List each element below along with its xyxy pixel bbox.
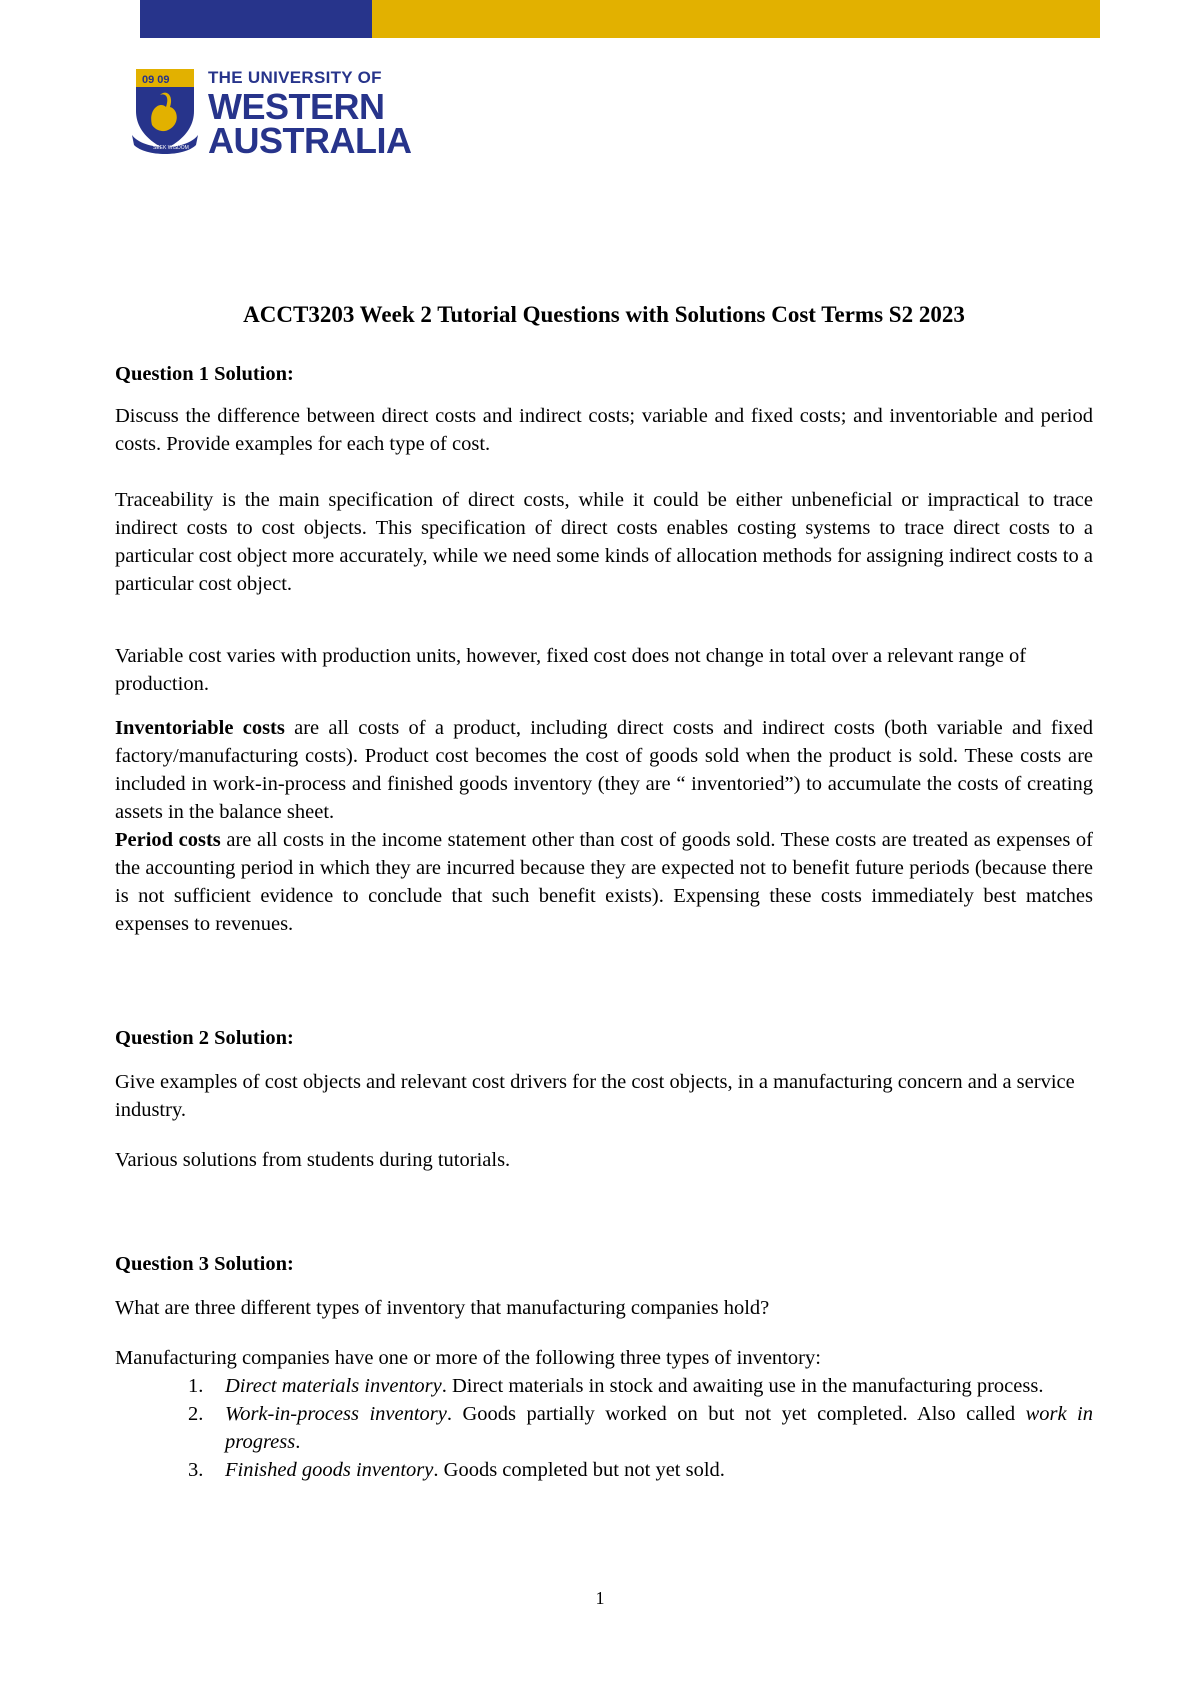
q2-answer: Various solutions from students during tutorials. [115,1149,511,1171]
svg-text:09 09: 09 09 [142,74,170,86]
q1-question: Discuss the difference between direct costs and indirect costs; variable and fixed costs; and inventoriable and period costs. Provide examples for each type of cost. [115,405,1093,455]
q1-heading: Question 1 Solution: [115,363,294,385]
list-item: 3. Finished goods inventory. Goods completed but not yet sold. [188,1459,725,1481]
logo-line-1: THE UNIVERSITY OF [208,68,382,87]
q2-question: Give examples of cost objects and relevant cost drivers for the cost objects, in a manufacturing concern and a service industry. [115,1071,1075,1121]
document-body [115,300,1093,1484]
q1-inventoriable [115,714,1093,826]
inventory-type-list [115,1372,1093,1484]
q1-traceability: Traceability is the main specification of direct costs, while it could be either unbeneficial or impractical to trace indirect costs to cost objects. This specification of direct costs enables costing systems to trace direct costs to a particular cost object more accurately, while we need some kinds of allocation methods for assigning indirect costs to a particular cost object. [115,489,1093,595]
university-logo [130,65,412,161]
university-crest-icon [130,65,200,157]
svg-text:SEEK WISDOM: SEEK WISDOM [153,145,189,151]
header-band-blue [140,0,372,38]
list-item: 2. Work-in-process inventory. Goods partially worked on but not yet completed. Also called work in progress. [188,1403,1093,1453]
logo-line-3: AUSTRALIA [208,120,412,161]
document-title: ACCT3203 Week 2 Tutorial Questions with Solutions Cost Terms S2 2023 [243,302,965,327]
q3-intro: Manufacturing companies have one or more of the following three types of inventory: [115,1347,821,1369]
logo-line-2: WESTERN [208,86,385,127]
q3-heading: Question 3 Solution: [115,1253,294,1275]
header-band-gold [372,0,1100,38]
period-term: Period costs [115,829,221,851]
page-number: 1 [595,1588,605,1608]
university-wordmark [208,69,411,159]
q2-heading: Question 2 Solution: [115,1027,294,1049]
list-item: 1. Direct materials inventory. Direct materials in stock and awaiting use in the manufacturing process. [188,1375,1044,1397]
q3-question: What are three different types of inventory that manufacturing companies hold? [115,1297,770,1319]
period-text: are all costs in the income statement other than cost of goods sold. These costs are treated as expenses of the accounting period in which they are incurred because they are expected not to benefit future periods (because there is not sufficient evidence to conclude that such benefit exists). Expensing these costs immediately best matches expenses to revenues. [115,829,1093,935]
q1-period [115,826,1093,938]
q1-variable: Variable cost varies with production units, however, fixed cost does not change in total over a relevant range of production. [115,645,1027,695]
inventoriable-term: Inventoriable costs [115,717,285,739]
inventoriable-text: are all costs of a product, including direct costs and indirect costs (both variable and fixed factory/manufacturing costs). Product cost becomes the cost of goods sold when the product is sold. These costs are included in work-in-process and finished goods inventory (they are “ inventoried”) to accumulate the costs of creating assets in the balance sheet. [115,717,1093,823]
